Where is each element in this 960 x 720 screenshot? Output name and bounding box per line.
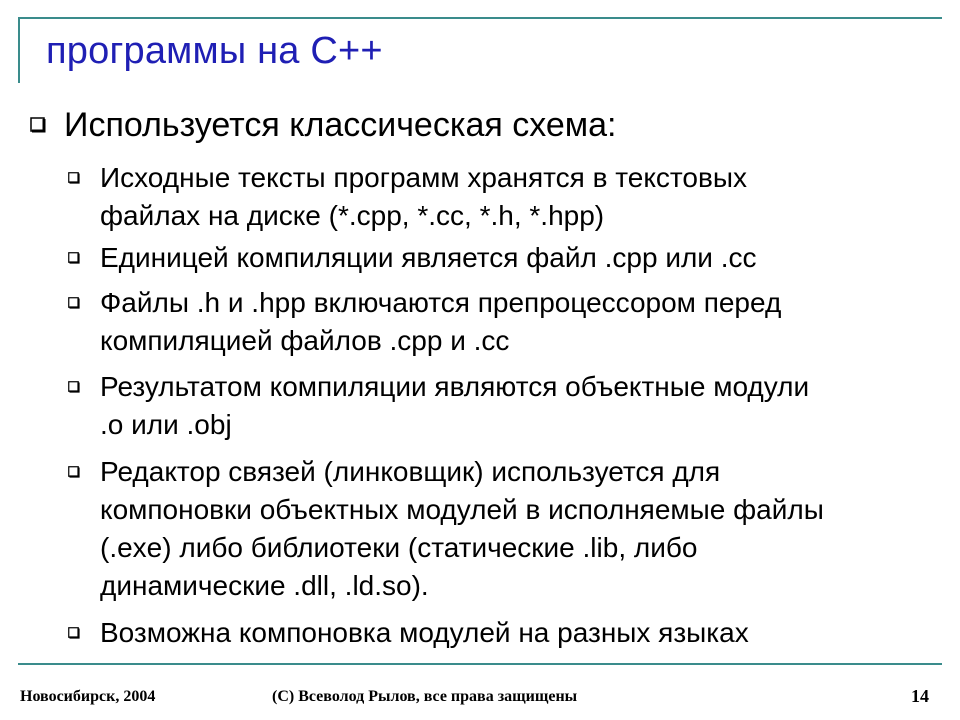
square-bullet-icon: [68, 172, 80, 184]
sub-bullet-text: Исходные тексты программ хранятся в текстовых файлах на диске (*.cpp, *.cc, *.h, *.hpp): [100, 162, 747, 231]
main-bullet-text: Используется классическая схема:: [64, 106, 617, 144]
square-bullet-icon: [68, 252, 80, 264]
square-bullet-icon: [68, 466, 80, 478]
slide-title: программы на C++: [46, 30, 383, 72]
square-bullet-icon: [68, 627, 80, 639]
page-number: 14: [911, 686, 929, 706]
title-frame-left-rule: [18, 17, 20, 83]
sub-bullet-text: Единицей компиляции является файл .cpp или .cc: [100, 242, 757, 273]
square-bullet-icon: [30, 117, 46, 133]
footer-location: Новосибирск, 2004: [20, 688, 156, 705]
sub-bullet-text: Возможна компоновка модулей на разных языках: [100, 617, 749, 648]
sub-bullet-text: Результатом компиляции являются объектные модули .o или .obj: [100, 371, 810, 440]
square-bullet-icon: [68, 297, 80, 309]
footer-rule: [18, 663, 942, 665]
sub-bullet-text: Файлы .h и .hpp включаются препроцессором перед компиляцией файлов .cpp и .cc: [100, 287, 782, 356]
title-frame-top-rule: [18, 17, 942, 19]
sub-bullet-text: Редактор связей (линковщик) используется для компоновки объектных модулей в исполняемые файлы (.exe) либо библиотеки (статические .lib, либо динамические .dll, .ld.so).: [100, 456, 824, 601]
square-bullet-icon: [68, 381, 80, 393]
footer-copyright: (C) Всеволод Рылов, все права защищены: [272, 688, 578, 705]
